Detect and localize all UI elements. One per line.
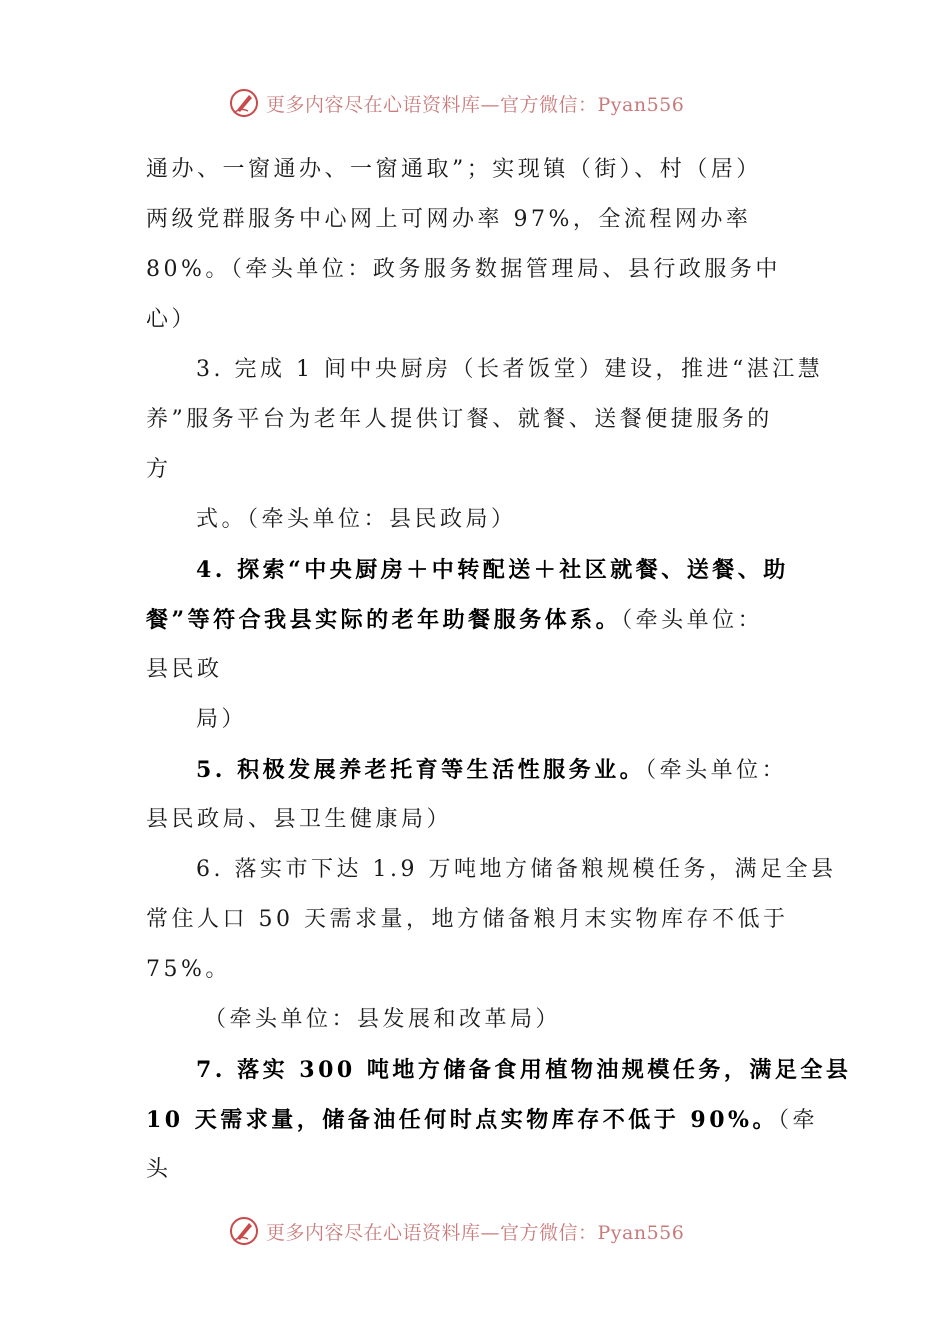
pen-logo-icon (228, 87, 260, 119)
text-line: 75%。 (146, 957, 231, 982)
item-4-line: 4. 探索“中央厨房＋中转配送＋社区就餐、送餐、助 (196, 557, 789, 583)
text-line: 方 (146, 457, 172, 482)
item-5-line: 5. 积极发展养老托育等生活性服务业。（牵头单位： (196, 757, 788, 783)
text-line: 心） (146, 307, 198, 332)
watermark-footer (228, 1214, 728, 1248)
text-line: 养”服务平台为老年人提供订餐、就餐、送餐便捷服务的 (146, 407, 773, 432)
watermark-header (228, 86, 728, 120)
text-line: 通办、一窗通办、一窗通取”；实现镇（街）、村（居） (146, 157, 762, 182)
text-line: （牵头单位：县发展和改革局） (204, 1007, 562, 1032)
watermark-text: 更多内容尽在心语资料库—官方微信：Pyan556 (266, 93, 685, 116)
text-line: 常住人口 50 天需求量，地方储备粮月末实物库存不低于 (146, 907, 789, 932)
text-line: 县民政 (146, 657, 223, 682)
pen-logo-icon (228, 1215, 260, 1247)
text-line: 两级党群服务中心网上可网办率 97%，全流程网办率 (146, 207, 752, 232)
text-line: 头 (146, 1157, 172, 1182)
text-line: 餐”等符合我县实际的老年助餐服务体系。（牵头单位： (146, 607, 764, 633)
text-line: 10 天需求量，储备油任何时点实物库存不低于 90%。（牵 (146, 1107, 818, 1133)
item-6-line: 6. 落实市下达 1.9 万吨地方储备粮规模任务，满足全县 (196, 857, 837, 882)
item-3-line: 3. 完成 1 间中央厨房（长者饭堂）建设，推进“湛江慧 (196, 357, 824, 382)
text-line: 局） (196, 707, 248, 732)
text-line: 80%。（牵头单位：政务服务数据管理局、县行政服务中 (146, 257, 781, 282)
item-7-line: 7. 落实 300 吨地方储备食用植物油规模任务，满足全县 (196, 1057, 852, 1083)
text-line: 县民政局、县卫生健康局） (146, 807, 453, 832)
watermark-text: 更多内容尽在心语资料库—官方微信：Pyan556 (266, 1221, 685, 1244)
text-line: 式。（牵头单位：县民政局） (196, 507, 517, 532)
